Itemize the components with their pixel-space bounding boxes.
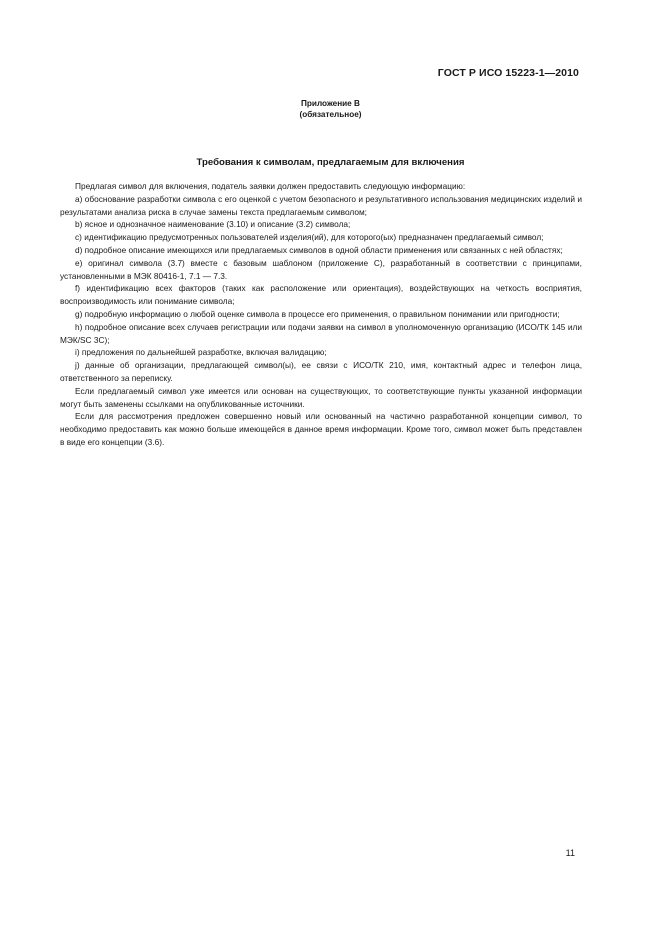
list-item-e: e) оригинал символа (3.7) вместе с базовым шаблоном (приложение С), разработанный в соответствии с принципами, установленными в МЭК 80416-1, 7.1 — 7.3. (60, 257, 582, 281)
list-item-j: j) данные об организации, предлагающей символ(ы), ее связи с ИСО/ТК 210, имя, контактный адрес и телефон лица, ответственного за переписку. (60, 360, 582, 383)
list-item-h: h) подробное описание всех случаев регистрации или подачи заявки на символ в уполномоченную организацию (ИСО/ТК 145 или МЭК/SC 3С); (60, 321, 582, 345)
paragraph-new-symbol: Если для рассмотрения предложен совершенно новый или основанный на частично разработанной концепции символ, то необходимо предоставить как можно больше имеющейся в данное время информации. Кроме того, символ может быть представлен в виде его концепции (3.6). (60, 411, 582, 447)
list-item-a: a) обоснование разработки символа с его оценкой с учетом безопасного и результативного использования медицинских изделий и результатами анализа риска в случае замены текста предлагаемым символом; (60, 193, 582, 217)
annex-heading (0, 98, 661, 120)
list-item-b: b) ясное и однозначное наименование (3.10) и описание (3.2) символа; (75, 219, 351, 230)
list-item-c: c) идентификацию предусмотренных пользователей изделия(ий), для которого(ых) предназначен предлагаемый символ; (75, 232, 544, 243)
annex-title: Приложение В (301, 99, 360, 108)
section-title: Требования к символам, предлагаемым для включения (196, 157, 465, 168)
list-item-i: i) предложения по дальнейшей разработке, включая валидацию; (75, 347, 327, 358)
list-item-d: d) подробное описание имеющихся или предлагаемых символов в одной области применения или связанных с ней областях; (75, 244, 563, 255)
annex-status: (обязательное) (299, 110, 362, 119)
list-item-g: g) подробную информацию о любой оценке символа в процессе его применения, о правильном понимании или пригодности; (75, 308, 560, 319)
standard-code: ГОСТ Р ИСО 15223-1—2010 (437, 67, 579, 79)
list-item-f: f) идентификацию всех факторов (таких как расположение или ориентация), воздействующих на четкость восприятия, воспроизводимость или понимание символа; (60, 283, 582, 307)
paragraph-existing-symbol: Если предлагаемый символ уже имеется или основан на существующих, то соответствующие пункты указанной информации могут быть заменены ссылками на опубликованные источники. (60, 385, 582, 409)
page-number: 11 (565, 848, 575, 858)
paragraph-intro: Предлагая символ для включения, податель заявки должен предоставить следующую информацию: (75, 181, 466, 191)
body-text (60, 180, 582, 449)
